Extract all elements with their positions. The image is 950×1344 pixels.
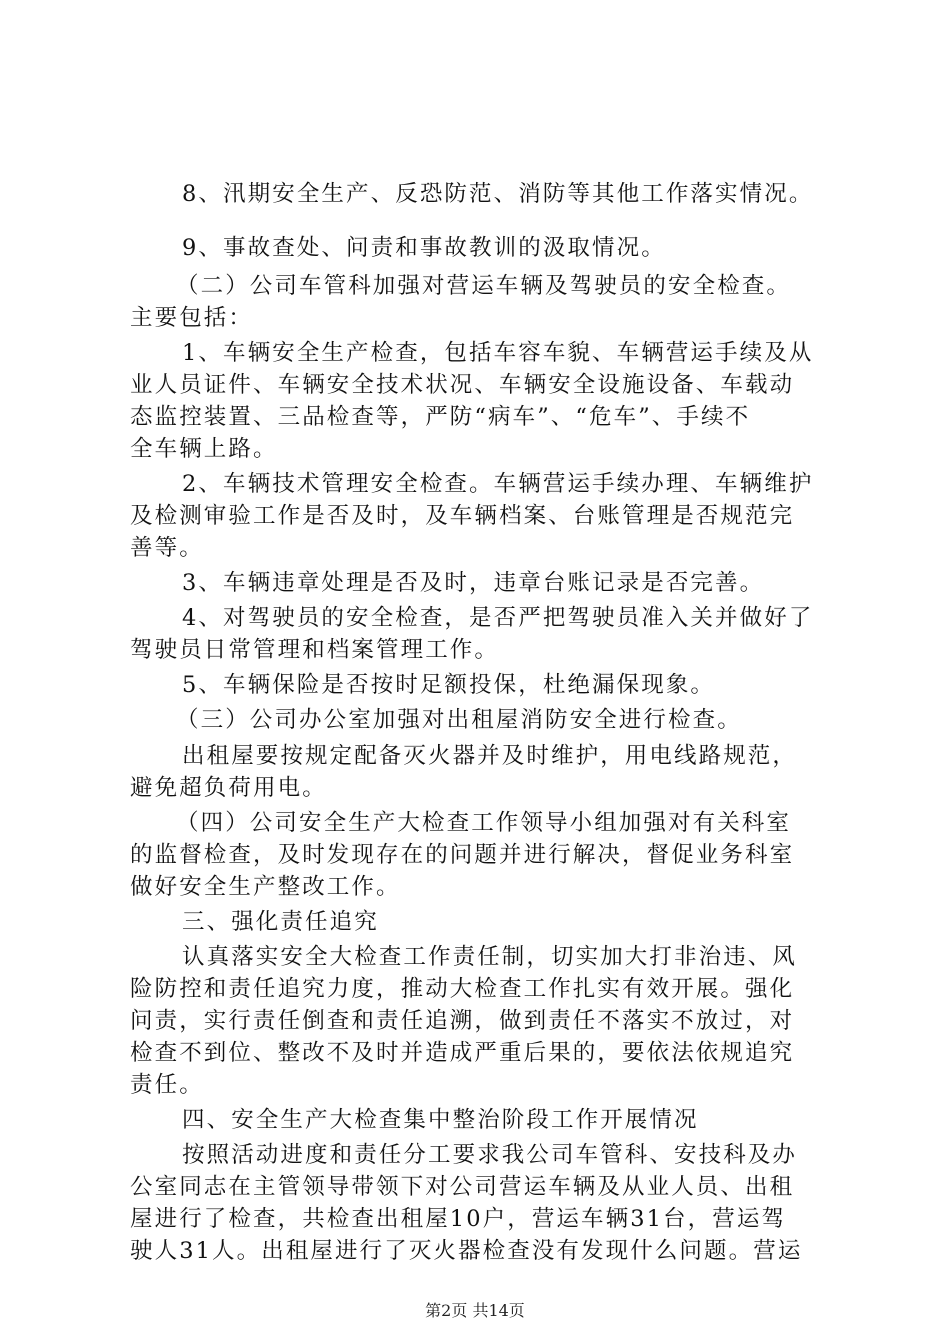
text-line: 的监督检查，及时发现存在的问题并进行解决，督促业务科室 [130,842,795,868]
text-line: 驶人31人。出租屋进行了灭火器检查没有发现什么问题。营运 [130,1238,803,1264]
text-line: 5、车辆保险是否按时足额投保，杜绝漏保现象。 [182,672,716,698]
text-line: 8、汛期安全生产、反恐防范、消防等其他工作落实情况。 [182,181,814,207]
text-line: 全车辆上路。 [130,436,278,462]
text-line: 做好安全生产整改工作。 [130,874,401,900]
text-line: 1、车辆安全生产检查，包括车容车貌、车辆营运手续及从 [182,340,814,366]
text-line: 2、车辆技术管理安全检查。车辆营运手续办理、车辆维护 [182,471,814,497]
text-line: 主要包括： [130,305,254,331]
text-line: 及检测审验工作是否及时，及车辆档案、台账管理是否规范完 [130,503,795,529]
text-line: 9、事故查处、问责和事故教训的汲取情况。 [182,235,666,261]
text-line: 检查不到位、整改不及时并造成严重后果的，要依法依规追究 [130,1040,795,1066]
section-heading: （三）公司办公室加强对出租屋消防安全进行检查。 [176,707,742,733]
section-heading: （四）公司安全生产大检查工作领导小组加强对有关科室 [176,810,792,836]
text-line: 屋进行了检查，共检查出租屋10户，营运车辆31台，营运驾 [130,1206,787,1232]
text-line: 4、对驾驶员的安全检查，是否严把驾驶员准入关并做好了 [182,605,814,631]
section-heading: 四、安全生产大检查集中整治阶段工作开展情况 [182,1107,699,1133]
text-line: 驾驶员日常管理和档案管理工作。 [130,637,500,663]
section-heading: （二）公司车管科加强对营运车辆及驾驶员的安全检查。 [176,273,792,299]
section-heading: 三、强化责任追究 [182,909,379,935]
text-line: 险防控和责任追究力度，推动大检查工作扎实有效开展。强化 [130,976,795,1002]
text-line: 按照活动进度和责任分工要求我公司车管科、安技科及办 [182,1142,798,1168]
text-line: 问责，实行责任倒查和责任追溯，做到责任不落实不放过，对 [130,1008,795,1034]
text-line: 认真落实安全大检查工作责任制，切实加大打非治违、风 [182,944,798,970]
text-line: 公室同志在主管领导带领下对公司营运车辆及从业人员、出租 [130,1174,795,1200]
text-line: 避免超负荷用电。 [130,775,327,801]
text-line: 善等。 [130,535,204,561]
text-line: 3、车辆违章处理是否及时，违章台账记录是否完善。 [182,570,765,596]
page-number-footer: 第2页 共14页 [425,1301,525,1320]
text-line: 态监控装置、三品检查等，严防“病车”、“危车”、手续不 [130,404,751,430]
text-line: 业人员证件、车辆安全技术状况、车辆安全设施设备、车载动 [130,372,795,398]
text-line: 出租屋要按规定配备灭火器并及时维护，用电线路规范， [182,743,798,769]
text-line: 责任。 [130,1072,204,1098]
